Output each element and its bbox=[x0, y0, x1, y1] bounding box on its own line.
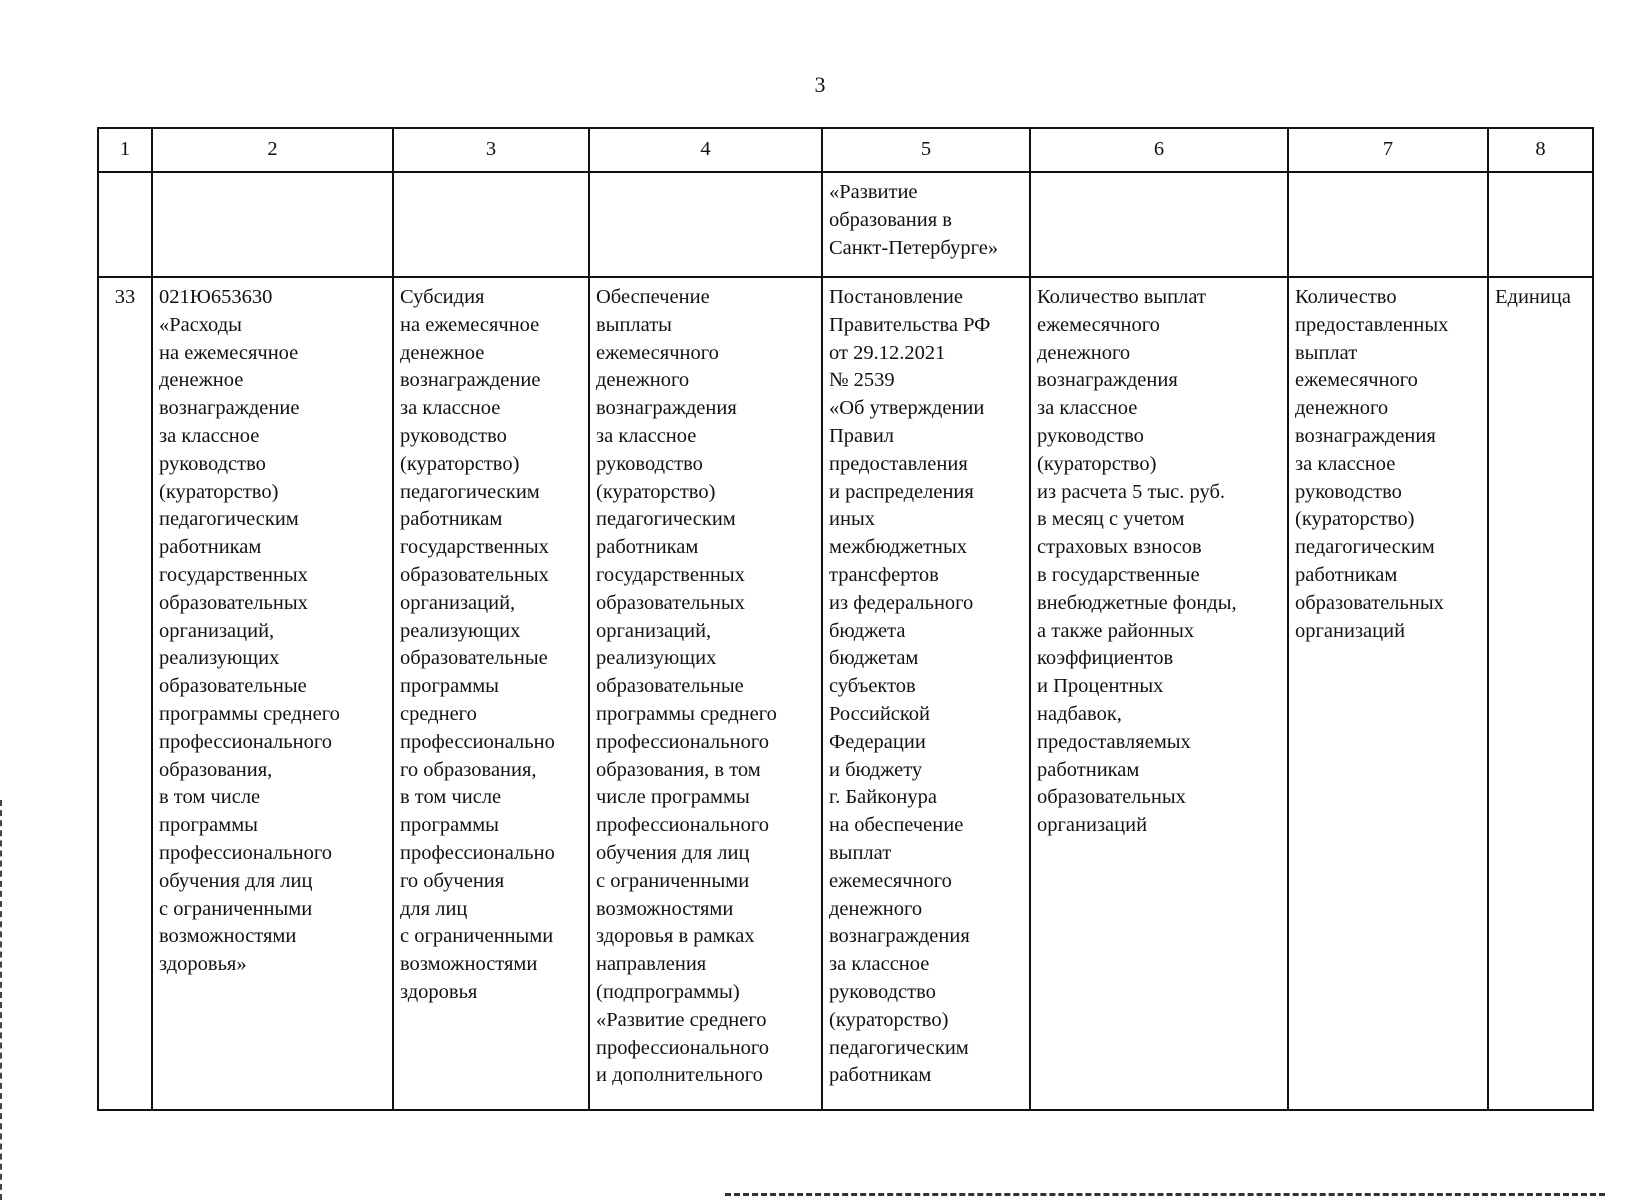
table-cell bbox=[1030, 172, 1288, 277]
table-cell bbox=[98, 172, 152, 277]
column-header-8: 8 bbox=[1488, 128, 1593, 172]
table-cell bbox=[589, 172, 822, 277]
column-header-3: 3 bbox=[393, 128, 589, 172]
purpose-cell: Обеспечение выплаты ежемесячного денежного вознаграждения за классное руководство (кураторство) педагогическим работникам государственных образовательных организаций, реализующих образовательные программы среднего профессионального образования, в том числе программы профессионального обучения для лиц с ограниченными возможностями здоровья в рамках направления (подпрограммы) «Развитие среднего профессионального и дополнительного bbox=[589, 277, 822, 1110]
indicator-cell: Количество выплат ежемесячного денежного вознаграждения за классное руководство (кураторство) из расчета 5 тыс. руб. в месяц с учетом страховых взносов в государственные внебюджетные фонды, а также районных коэффициентов и Процентных надбавок, предоставляемых работникам образовательных организаций bbox=[1030, 277, 1288, 1110]
column-header-7: 7 bbox=[1288, 128, 1488, 172]
data-table bbox=[97, 127, 1594, 1111]
table-row-continuation bbox=[98, 172, 1593, 277]
column-header-6: 6 bbox=[1030, 128, 1288, 172]
scan-margin-line bbox=[0, 800, 4, 1200]
table-cell bbox=[1288, 172, 1488, 277]
expense-code-cell: 021Ю653630 «Расходы на ежемесячное денежное вознаграждение за классное руководство (кураторство) педагогическим работникам государственных образовательных организаций, реализующих образовательные программы среднего профессионального образования, в том числе программы профессионального обучения для лиц с ограниченными возможностями здоровья» bbox=[152, 277, 393, 1110]
page-number: 3 bbox=[814, 72, 826, 97]
table-cell-program-name: «Развитие образования в Санкт-Петербурге» bbox=[822, 172, 1030, 277]
row-number-cell: 33 bbox=[98, 277, 152, 1110]
table-row-33 bbox=[98, 277, 1593, 1110]
column-header-4: 4 bbox=[589, 128, 822, 172]
table-cell bbox=[1488, 172, 1593, 277]
scan-bottom-rule bbox=[725, 1193, 1605, 1196]
column-header-1: 1 bbox=[98, 128, 152, 172]
table-cell bbox=[393, 172, 589, 277]
header-row bbox=[98, 128, 1593, 172]
column-header-2: 2 bbox=[152, 128, 393, 172]
unit-cell: Единица bbox=[1488, 277, 1593, 1110]
table-cell bbox=[152, 172, 393, 277]
subsidy-name-cell: Субсидия на ежемесячное денежное вознаграждение за классное руководство (кураторство) педагогическим работникам государственных образовательных организаций, реализующих образовательные программы среднего профессионально го образования, в том числе программы профессионально го обучения для лиц с ограниченными возможностями здоровья bbox=[393, 277, 589, 1110]
legal-basis-cell: Постановление Правительства РФ от 29.12.2021 № 2539 «Об утверждении Правил предоставления и распределения иных межбюджетных трансфертов из федерального бюджета бюджетам субъектов Российской Федерации и бюджету г. Байконура на обеспечение выплат ежемесячного денежного вознаграждения за классное руководство (кураторство) педагогическим работникам bbox=[822, 277, 1030, 1110]
result-cell: Количество предоставленных выплат ежемесячного денежного вознаграждения за классное руководство (кураторство) педагогическим работникам образовательных организаций bbox=[1288, 277, 1488, 1110]
column-header-5: 5 bbox=[822, 128, 1030, 172]
